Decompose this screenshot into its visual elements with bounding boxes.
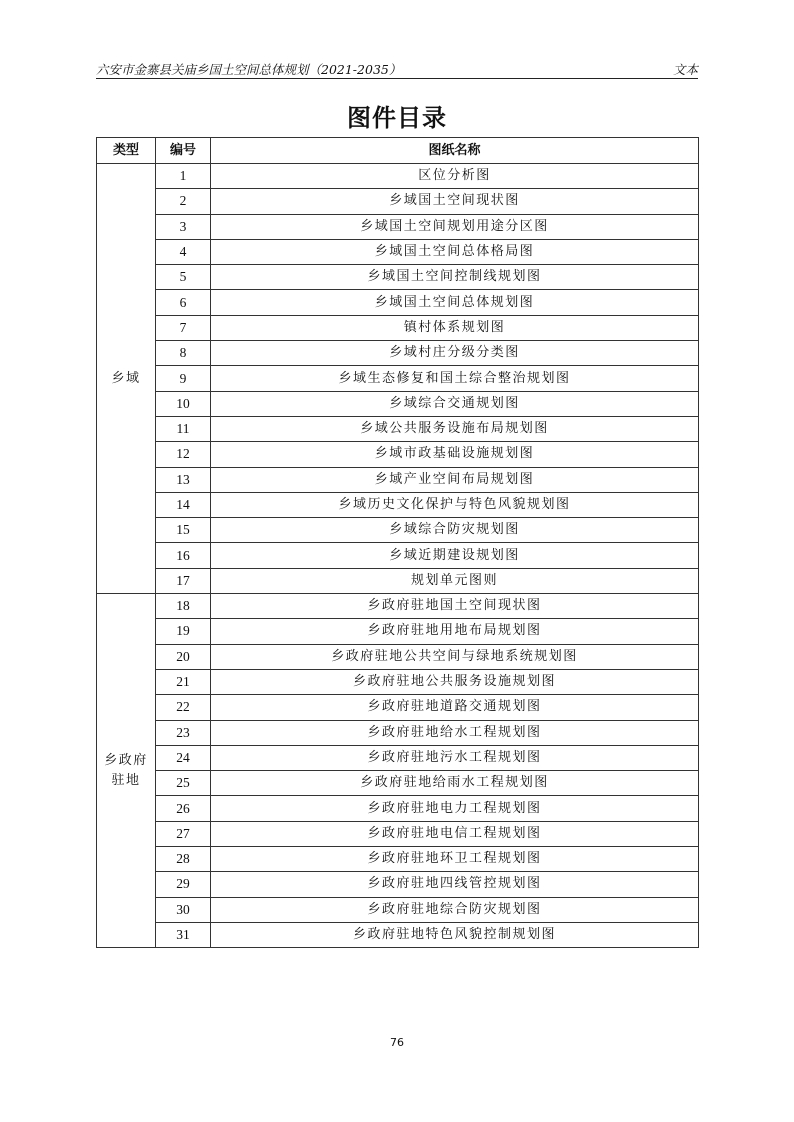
page-header xyxy=(96,60,698,78)
table-row xyxy=(97,695,699,720)
figure-number: 19 xyxy=(156,619,211,644)
figure-name: 乡政府驻地公共服务设施规划图 xyxy=(211,669,699,694)
figure-name: 乡域生态修复和国土综合整治规划图 xyxy=(211,366,699,391)
type-cell xyxy=(97,594,156,948)
column-header-number: 编号 xyxy=(156,138,211,164)
figure-number: 3 xyxy=(156,214,211,239)
figure-number: 14 xyxy=(156,492,211,517)
section-label: 文本 xyxy=(672,62,698,77)
figure-number: 27 xyxy=(156,821,211,846)
figure-name: 乡域近期建设规划图 xyxy=(211,543,699,568)
table-row xyxy=(97,492,699,517)
figure-number: 28 xyxy=(156,847,211,872)
figure-name: 乡政府驻地污水工程规划图 xyxy=(211,745,699,770)
figure-number: 1 xyxy=(156,164,211,189)
table-row xyxy=(97,315,699,340)
figure-name: 乡政府驻地道路交通规划图 xyxy=(211,695,699,720)
figure-number: 23 xyxy=(156,720,211,745)
figure-number: 9 xyxy=(156,366,211,391)
table-row xyxy=(97,341,699,366)
figure-name: 乡域市政基础设施规划图 xyxy=(211,442,699,467)
figure-name: 乡政府驻地公共空间与绿地系统规划图 xyxy=(211,644,699,669)
figure-index-table xyxy=(96,137,699,948)
figure-number: 25 xyxy=(156,771,211,796)
figure-name: 乡政府驻地用地布局规划图 xyxy=(211,619,699,644)
table-row xyxy=(97,239,699,264)
table-row xyxy=(97,771,699,796)
figure-name: 镇村体系规划图 xyxy=(211,315,699,340)
page-number: 76 xyxy=(390,1036,404,1049)
table-row xyxy=(97,467,699,492)
figure-name: 乡域国土空间现状图 xyxy=(211,189,699,214)
figure-name: 乡域历史文化保护与特色风貌规划图 xyxy=(211,492,699,517)
table-row xyxy=(97,594,699,619)
figure-name: 乡政府驻地国土空间现状图 xyxy=(211,594,699,619)
figure-name: 乡域国土空间总体格局图 xyxy=(211,239,699,264)
figure-name: 乡域村庄分级分类图 xyxy=(211,341,699,366)
type-cell xyxy=(97,164,156,594)
figure-number: 11 xyxy=(156,416,211,441)
table-body xyxy=(97,164,699,948)
figure-name: 规划单元图则 xyxy=(211,568,699,593)
table-row xyxy=(97,847,699,872)
figure-number: 31 xyxy=(156,922,211,947)
figure-name: 区位分析图 xyxy=(211,164,699,189)
figure-name: 乡政府驻地四线管控规划图 xyxy=(211,872,699,897)
figure-name: 乡政府驻地给水工程规划图 xyxy=(211,720,699,745)
table-row xyxy=(97,366,699,391)
table-row xyxy=(97,416,699,441)
figure-number: 8 xyxy=(156,341,211,366)
table-row xyxy=(97,669,699,694)
table-row xyxy=(97,265,699,290)
figure-name: 乡政府驻地电力工程规划图 xyxy=(211,796,699,821)
figure-name: 乡政府驻地电信工程规划图 xyxy=(211,821,699,846)
table-row xyxy=(97,290,699,315)
figure-name: 乡域公共服务设施布局规划图 xyxy=(211,416,699,441)
figure-name: 乡域综合防灾规划图 xyxy=(211,518,699,543)
type-label: 驻地 xyxy=(111,772,141,788)
figure-number: 15 xyxy=(156,518,211,543)
figure-name: 乡政府驻地特色风貌控制规划图 xyxy=(211,922,699,947)
table-row xyxy=(97,745,699,770)
figure-number: 10 xyxy=(156,391,211,416)
figure-number: 16 xyxy=(156,543,211,568)
table-row xyxy=(97,518,699,543)
figure-name: 乡域综合交通规划图 xyxy=(211,391,699,416)
table-row xyxy=(97,922,699,947)
figure-number: 30 xyxy=(156,897,211,922)
header-divider xyxy=(96,78,698,79)
table-row xyxy=(97,189,699,214)
table-row xyxy=(97,164,699,189)
column-header-type: 类型 xyxy=(97,138,156,164)
figure-number: 20 xyxy=(156,644,211,669)
figure-number: 13 xyxy=(156,467,211,492)
figure-name: 乡政府驻地综合防灾规划图 xyxy=(211,897,699,922)
figure-name: 乡域国土空间控制线规划图 xyxy=(211,265,699,290)
table-row xyxy=(97,568,699,593)
figure-name: 乡政府驻地给雨水工程规划图 xyxy=(211,771,699,796)
column-header-name: 图纸名称 xyxy=(211,138,699,164)
table-row xyxy=(97,821,699,846)
table-row xyxy=(97,796,699,821)
page-title: 图件目录 xyxy=(347,104,447,132)
figure-number: 12 xyxy=(156,442,211,467)
figure-number: 24 xyxy=(156,745,211,770)
figure-name: 乡政府驻地环卫工程规划图 xyxy=(211,847,699,872)
figure-name: 乡域国土空间总体规划图 xyxy=(211,290,699,315)
document-title: 六安市金寨县关庙乡国土空间总体规划（2021-2035） xyxy=(96,62,402,77)
table-row xyxy=(97,391,699,416)
figure-number: 17 xyxy=(156,568,211,593)
figure-number: 2 xyxy=(156,189,211,214)
figure-number: 18 xyxy=(156,594,211,619)
type-label: 乡政府 xyxy=(104,752,148,768)
table-row xyxy=(97,442,699,467)
table-row xyxy=(97,872,699,897)
figure-number: 4 xyxy=(156,239,211,264)
figure-number: 26 xyxy=(156,796,211,821)
table-row xyxy=(97,619,699,644)
figure-number: 7 xyxy=(156,315,211,340)
figure-number: 29 xyxy=(156,872,211,897)
table-row xyxy=(97,897,699,922)
figure-name: 乡域国土空间规划用途分区图 xyxy=(211,214,699,239)
figure-number: 21 xyxy=(156,669,211,694)
type-label: 乡域 xyxy=(111,370,141,386)
table-row xyxy=(97,214,699,239)
table-header-row xyxy=(97,138,699,164)
figure-number: 5 xyxy=(156,265,211,290)
figure-number: 22 xyxy=(156,695,211,720)
figure-name: 乡域产业空间布局规划图 xyxy=(211,467,699,492)
table-row xyxy=(97,644,699,669)
figure-number: 6 xyxy=(156,290,211,315)
table-row xyxy=(97,543,699,568)
table-row xyxy=(97,720,699,745)
